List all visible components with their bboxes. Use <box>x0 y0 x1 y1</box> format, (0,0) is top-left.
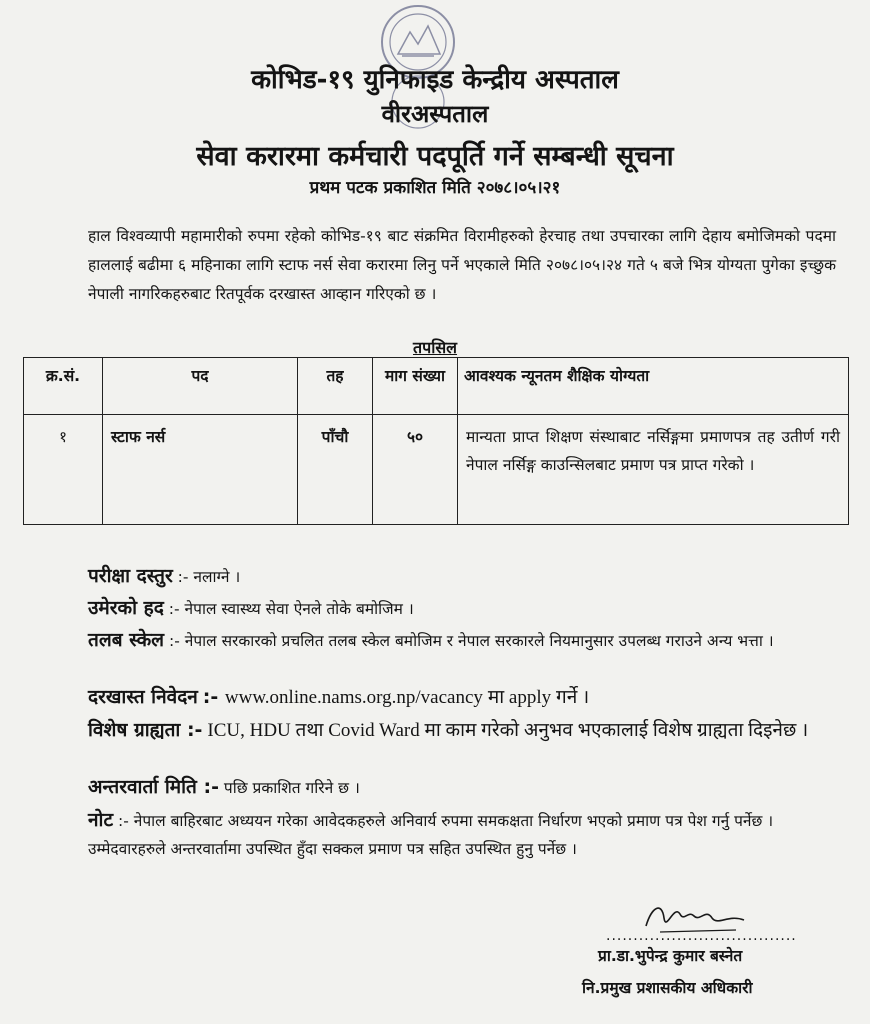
age-limit-value: :- नेपाल स्वास्थ्य सेवा ऐनले तोके बमोजिम । <box>168 600 414 618</box>
table-header-row <box>24 358 849 415</box>
application-mid: मा <box>487 687 509 708</box>
publish-date: प्रथम पटक प्रकाशित मिति २०७८।०५।२१ <box>309 178 561 198</box>
cell-post: स्टाफ नर्स <box>103 415 298 525</box>
signatory-title: नि.प्रमुख प्रशासकीय अधिकारी <box>582 979 753 997</box>
signature-line: ................................... <box>606 928 797 944</box>
col-header-count: माग संख्या <box>373 358 458 415</box>
interview-date-value: पछि प्रकाशित गरिने छ । <box>223 779 360 797</box>
table-caption: तपसिल <box>412 338 458 357</box>
application-line <box>88 683 836 712</box>
col-header-qualification: आवश्यक न्यूनतम शैक्षिक योग्यता <box>458 358 849 415</box>
application-url-link[interactable]: www.online.nams.org.np/vacancy <box>224 687 483 708</box>
application-prefix: :- <box>202 686 225 708</box>
col-header-sn: क्र.सं. <box>24 358 103 415</box>
application-end: गर्ने । <box>556 687 590 708</box>
preference-units: ICU, HDU <box>207 720 296 741</box>
col-header-level: तह <box>298 358 373 415</box>
application-label: दरखास्त निवेदन <box>88 686 198 708</box>
note-value: :- नेपाल बाहिरबाट अध्ययन गरेका आवेदकहरुले अनिवार्य रुपमा समकक्षता निर्धारण भएको प्रमाण पत्र पेश गर्नु पर्नेछ । उम्मेदवारहरुले अन्तरवार्तामा उपस्थित हुँदा सक्कल प्रमाण पत्र सहित उपस्थित हुनु पर्नेछ । <box>88 812 774 858</box>
interview-date-line <box>88 773 836 802</box>
cell-sn: १ <box>24 415 103 525</box>
cell-qualification: मान्यता प्राप्त शिक्षण संस्थाबाट नर्सिङ्गमा प्रमाणपत्र तह उतीर्ण गरी नेपाल नर्सिङ्ग काउन्सिलबाट प्रमाण पत्र प्राप्त गरेको । <box>458 415 849 525</box>
cell-level: पाँचौ <box>298 415 373 525</box>
intro-paragraph: हाल विश्वव्यापी महामारीको रुपमा रहेको कोभिड-१९ बाट संक्रमित विरामीहरुको हेरचाह तथा उपचारका लागि देहाय बमोजिमको पदमा हाललाई बढीमा ६ महिनाका लागि स्टाफ नर्स सेवा करारमा लिनु पर्ने भएकाले मिति २०७८।०५।२४ गते ५ बजे भित्र योग्यता पुगेका इच्छुक नेपाली नागरिकहरुबाट रितपूर्वक दरखास्त आव्हान गरिएको छ । <box>88 227 836 303</box>
interview-date-label: अन्तरवार्ता मिति :- <box>88 776 219 798</box>
application-word: apply <box>508 687 552 708</box>
preference-connector: तथा <box>295 720 329 741</box>
col-header-post: पद <box>103 358 298 415</box>
preference-label: विशेष ग्राह्यता :- <box>88 719 203 741</box>
salary-scale-value: :- नेपाल सरकारको प्रचलित तलब स्केल बमोजिम र नेपाल सरकारले नियमानुसार उपलब्ध गराउने अन्य भत्ता । <box>168 632 774 650</box>
salary-scale-line <box>88 626 836 655</box>
cell-count: ५० <box>373 415 458 525</box>
hospital-name: कोभिड-१९ युनिफाइड केन्द्रीय अस्पताल <box>251 65 619 95</box>
vacancy-table <box>23 357 849 525</box>
exam-fee-label: परीक्षा दस्तुर <box>88 565 173 587</box>
age-limit-line <box>88 594 836 623</box>
preference-line <box>88 716 836 745</box>
salary-scale-label: तलब स्केल <box>88 629 165 651</box>
table-row <box>24 415 849 525</box>
exam-fee-line <box>88 562 836 591</box>
preference-rest: मा काम गरेको अनुभव भएकालाई विशेष ग्राह्यता दिइनेछ । <box>424 720 809 741</box>
signatory-name: प्रा.डा.भुपेन्द्र कुमार बस्नेत <box>598 947 743 965</box>
preference-ward: Covid Ward <box>328 720 425 741</box>
hospital-subname: वीरअस्पताल <box>381 100 489 128</box>
exam-fee-value: :- नलाग्ने । <box>177 568 241 586</box>
note-line <box>88 806 836 863</box>
note-label: नोट <box>88 809 114 831</box>
age-limit-label: उमेरको हद <box>88 597 164 619</box>
notice-title: सेवा करारमा कर्मचारी पदपूर्ति गर्ने सम्बन्धी सूचना <box>196 141 674 172</box>
